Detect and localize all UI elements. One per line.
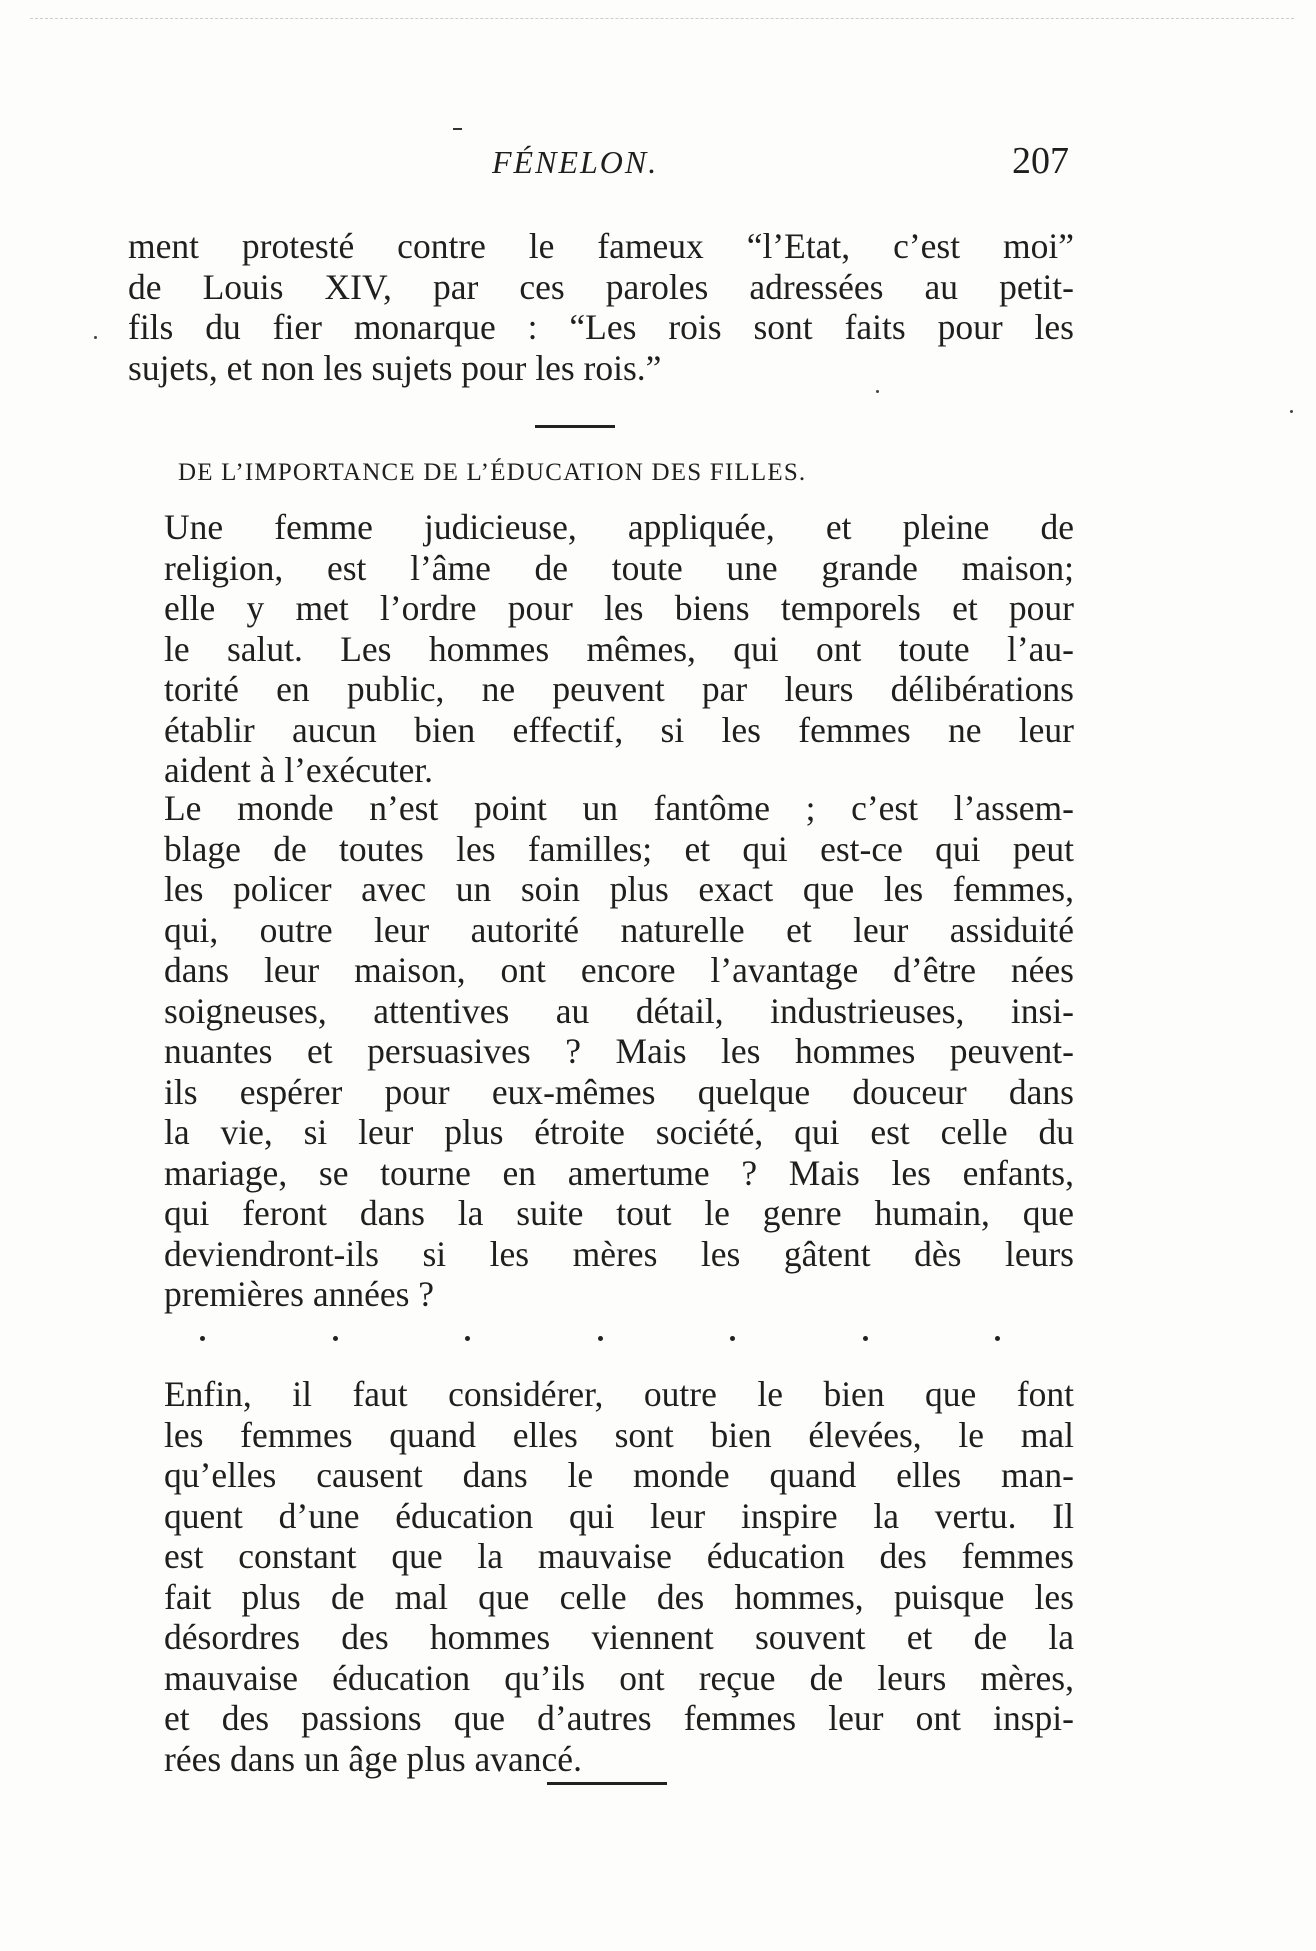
printer-mark: [453, 128, 462, 130]
omission-dot: [333, 1336, 338, 1341]
text-line: les policer avec un soin plus exact que les femmes,: [164, 869, 1074, 909]
text-line: établir aucun bien effectif, si les femmes ne leur: [164, 709, 1074, 750]
text-line: qu’elles causent dans le monde quand elles man-: [164, 1455, 1074, 1495]
text-line: fait plus de mal que celle des hommes, puisque les: [164, 1576, 1074, 1617]
text-line: mariage, se tourne en amertume ? Mais les enfants,: [164, 1152, 1074, 1193]
intro-paragraph: [128, 226, 1074, 388]
text-line: Une femme judicieuse, appliquée, et pleine de: [164, 507, 1074, 547]
text-line: mauvaise éducation qu’ils ont reçue de leurs mères,: [164, 1657, 1074, 1698]
text-line: désordres des hommes viennent souvent et de la: [164, 1617, 1074, 1657]
page-number: 207: [1012, 140, 1069, 182]
omission-dot: [995, 1336, 1000, 1341]
text-line: deviendront-ils si les mères les gâtent dès leurs: [164, 1233, 1074, 1274]
text-line: fils du fier monarque : “Les rois sont faits pour les: [128, 307, 1074, 347]
scan-speck: [94, 336, 97, 339]
text-line: sujets, et non les sujets pour les rois.”: [128, 347, 662, 388]
text-line: dans leur maison, ont encore l’avantage d’être nées: [164, 950, 1074, 990]
text-line: aident à l’exécuter.: [164, 750, 434, 790]
text-line: religion, est l’âme de toute une grande maison;: [164, 547, 1074, 588]
text-line: ils espérer pour eux-mêmes quelque douceur dans: [164, 1071, 1074, 1112]
section-divider: [535, 425, 615, 428]
text-line: de Louis XIV, par ces paroles adressées au petit-: [128, 266, 1074, 307]
text-line: elle y met l’ordre pour les biens temporels et pour: [164, 588, 1074, 628]
text-line: et des passions que d’autres femmes leur ont inspi-: [164, 1698, 1074, 1738]
text-line: soigneuses, attentives au détail, industrieuses, insi-: [164, 990, 1074, 1031]
text-line: Enfin, il faut considérer, outre le bien que font: [164, 1374, 1074, 1414]
omission-dots: [200, 1336, 1000, 1344]
paragraph-1: [128, 507, 1074, 791]
omission-dot: [598, 1336, 603, 1341]
omission-dot: [200, 1336, 205, 1341]
text-line: est constant que la mauvaise éducation des femmes: [164, 1536, 1074, 1576]
end-divider: [547, 1782, 667, 1785]
running-title: FÉNELON.: [492, 144, 659, 180]
text-line: quent d’une éducation qui leur inspire la vertu. Il: [164, 1495, 1074, 1536]
text-line: qui, outre leur autorité naturelle et leur assiduité: [164, 909, 1074, 950]
text-line: nuantes et persuasives ? Mais les hommes peuvent-: [164, 1031, 1074, 1071]
scan-speck: [876, 390, 879, 393]
text-line: blage de toutes les familles; et qui est-ce qui peut: [164, 828, 1074, 869]
text-line: ment protesté contre le fameux “l’Etat, c’est moi”: [128, 226, 1074, 266]
scan-speck: [1290, 410, 1293, 413]
text-line: torité en public, ne peuvent par leurs délibérations: [164, 669, 1074, 709]
text-line: Le monde n’est point un fantôme ; c’est l’assem-: [164, 788, 1074, 828]
text-line: le salut. Les hommes mêmes, qui ont toute l’au-: [164, 628, 1074, 669]
text-line: les femmes quand elles sont bien élevées, le mal: [164, 1414, 1074, 1455]
text-line: premières années ?: [164, 1274, 435, 1314]
text-line: qui feront dans la suite tout le genre humain, que: [164, 1193, 1074, 1233]
section-heading: DE L’IMPORTANCE DE L’ÉDUCATION DES FILLES.: [178, 459, 807, 486]
text-line: la vie, si leur plus étroite société, qui est celle du: [164, 1112, 1074, 1152]
paragraph-3: [128, 1374, 1074, 1779]
paragraph-2: [128, 788, 1074, 1315]
omission-dot: [730, 1336, 735, 1341]
text-line: rées dans un âge plus avancé.: [164, 1738, 582, 1779]
scan-edge-line: [30, 18, 1294, 19]
omission-dot: [863, 1336, 868, 1341]
omission-dot: [465, 1336, 470, 1341]
